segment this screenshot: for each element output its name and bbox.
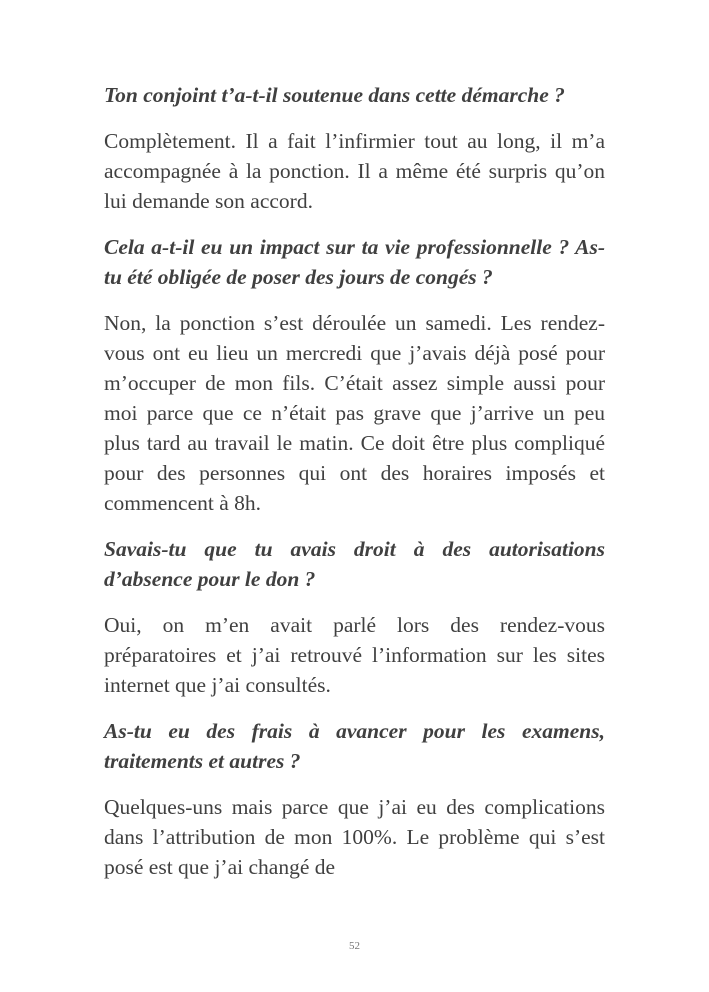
answer-vie-professionnelle: Non, la ponction s’est déroulée un samedi. Les rendez-vous ont eu lieu un mercredi que j’avais déjà posé pour m’occuper de mon fils. C’était assez simple aussi pour moi parce que ce n’était pas grave que j’arrive un peu plus tard au travail le matin. Ce doit être plus compliqué pour des personnes qui ont des horaires imposés et commencent à 8h. (104, 311, 605, 515)
page-body (104, 80, 605, 882)
page-number: 52 (349, 940, 360, 952)
question-conjoint: Ton conjoint t’a-t-il soutenue dans cette démarche ? (104, 83, 565, 107)
question-vie-professionnelle: Cela a-t-il eu un impact sur ta vie professionnelle ? As-tu été obligée de poser des jours de congés ? (104, 235, 605, 289)
answer-frais: Quelques-uns mais parce que j’ai eu des complications dans l’attribution de mon 100%. Le problème qui s’est posé est que j’ai changé de (104, 795, 605, 879)
answer-conjoint: Complètement. Il a fait l’infirmier tout au long, il m’a accompagnée à la ponction. Il a même été surpris qu’on lui demande son accord. (104, 129, 605, 213)
question-autorisations-absence: Savais-tu que tu avais droit à des autorisations d’absence pour le don ? (104, 537, 605, 591)
question-frais: As-tu eu des frais à avancer pour les examens, traitements et autres ? (104, 719, 605, 773)
answer-autorisations-absence: Oui, on m’en avait parlé lors des rendez-vous préparatoires et j’ai retrouvé l’information sur les sites internet que j’ai consultés. (104, 613, 605, 697)
